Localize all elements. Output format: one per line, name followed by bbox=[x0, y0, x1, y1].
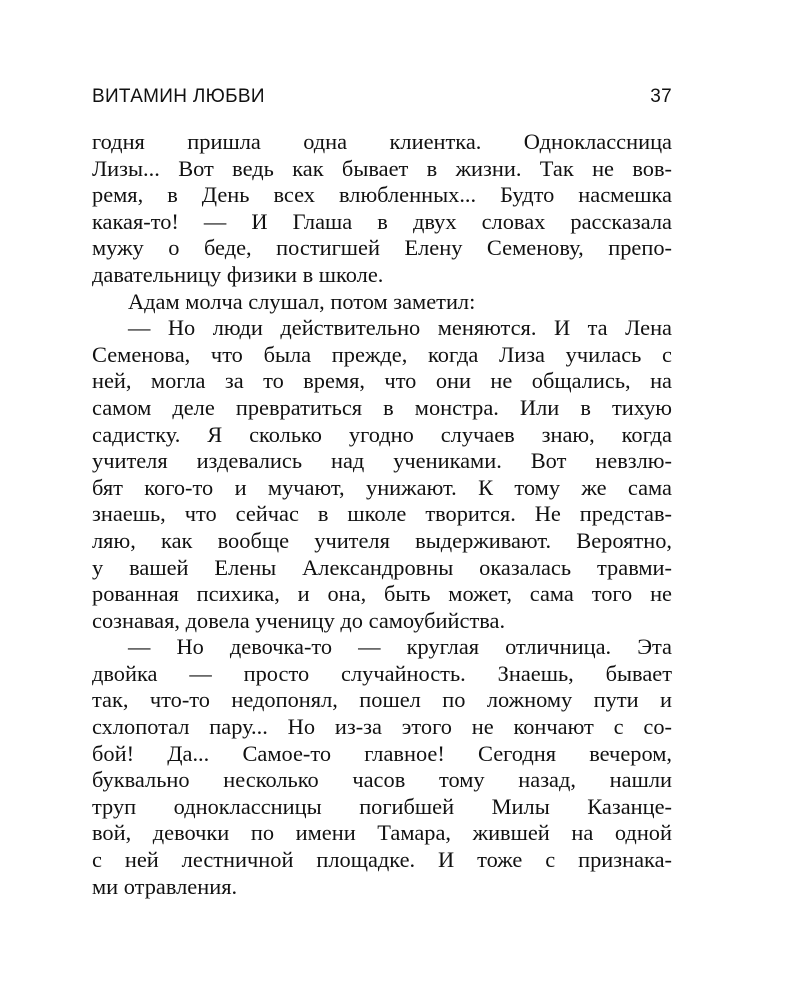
text-line: так, что-то недопонял, пошел по ложному пути и bbox=[92, 687, 672, 713]
text-line: ми отравления. bbox=[92, 873, 238, 899]
text-line: ней, могла за то время, что они не общались, на bbox=[92, 368, 672, 394]
text-line: бой! Да... Самое-то главное! Сегодня вечером, bbox=[92, 740, 672, 766]
text-line: сознавая, довела ученицу до самоубийства. bbox=[92, 607, 506, 633]
text-line: Адам молча слушал, потом заметил: bbox=[128, 288, 476, 314]
running-header bbox=[92, 86, 672, 110]
text-line: ляю, как вообще учителя выдерживают. Вероятно, bbox=[92, 527, 672, 553]
text-line: вой, девочки по имени Тамара, жившей на одной bbox=[92, 820, 672, 846]
running-title: ВИТАМИН ЛЮБВИ bbox=[92, 86, 265, 107]
text-line: самом деле превратиться в монстра. Или в тихую bbox=[92, 394, 672, 420]
text-line: Семенова, что была прежде, когда Лиза училась с bbox=[92, 341, 672, 367]
text-line: труп одноклассницы погибшей Милы Казанце- bbox=[92, 793, 672, 819]
text-line: двойка — просто случайность. Знаешь, бывает bbox=[92, 660, 672, 686]
text-line: рованная психика, и она, быть может, сама того не bbox=[92, 581, 672, 607]
page-number: 37 bbox=[650, 86, 672, 107]
text-line: у вашей Елены Александровны оказалась травми- bbox=[92, 554, 672, 580]
text-line: бят кого-то и мучают, унижают. К тому же сама bbox=[92, 474, 672, 500]
text-line: какая-то! — И Глаша в двух словах рассказала bbox=[92, 208, 672, 234]
body-text bbox=[92, 129, 672, 900]
text-line: схлопотал пару... Но из-за этого не кончают с со- bbox=[92, 714, 672, 740]
text-line: с ней лестничной площадке. И тоже с признака- bbox=[92, 847, 672, 873]
text-line: буквально несколько часов тому назад, нашли bbox=[92, 767, 672, 793]
text-line: учителя издевались над учениками. Вот невзлю- bbox=[92, 448, 672, 474]
text-line: — Но девочка-то — круглая отличница. Эта bbox=[128, 634, 672, 660]
text-line: — Но люди действительно меняются. И та Лена bbox=[128, 315, 672, 341]
text-line: годня пришла одна клиентка. Одноклассница bbox=[92, 129, 672, 154]
text-line: давательницу физики в школе. bbox=[92, 261, 384, 287]
text-line: садистку. Я сколько угодно случаев знаю, когда bbox=[92, 421, 672, 447]
text-line: Лизы... Вот ведь как бывает в жизни. Так не вов- bbox=[92, 155, 672, 181]
text-line: мужу о беде, постигшей Елену Семенову, препо- bbox=[92, 235, 672, 261]
text-line: знаешь, что сейчас в школе творится. Не представ- bbox=[92, 501, 672, 527]
text-line: ремя, в День всех влюбленных... Будто насмешка bbox=[92, 182, 672, 208]
